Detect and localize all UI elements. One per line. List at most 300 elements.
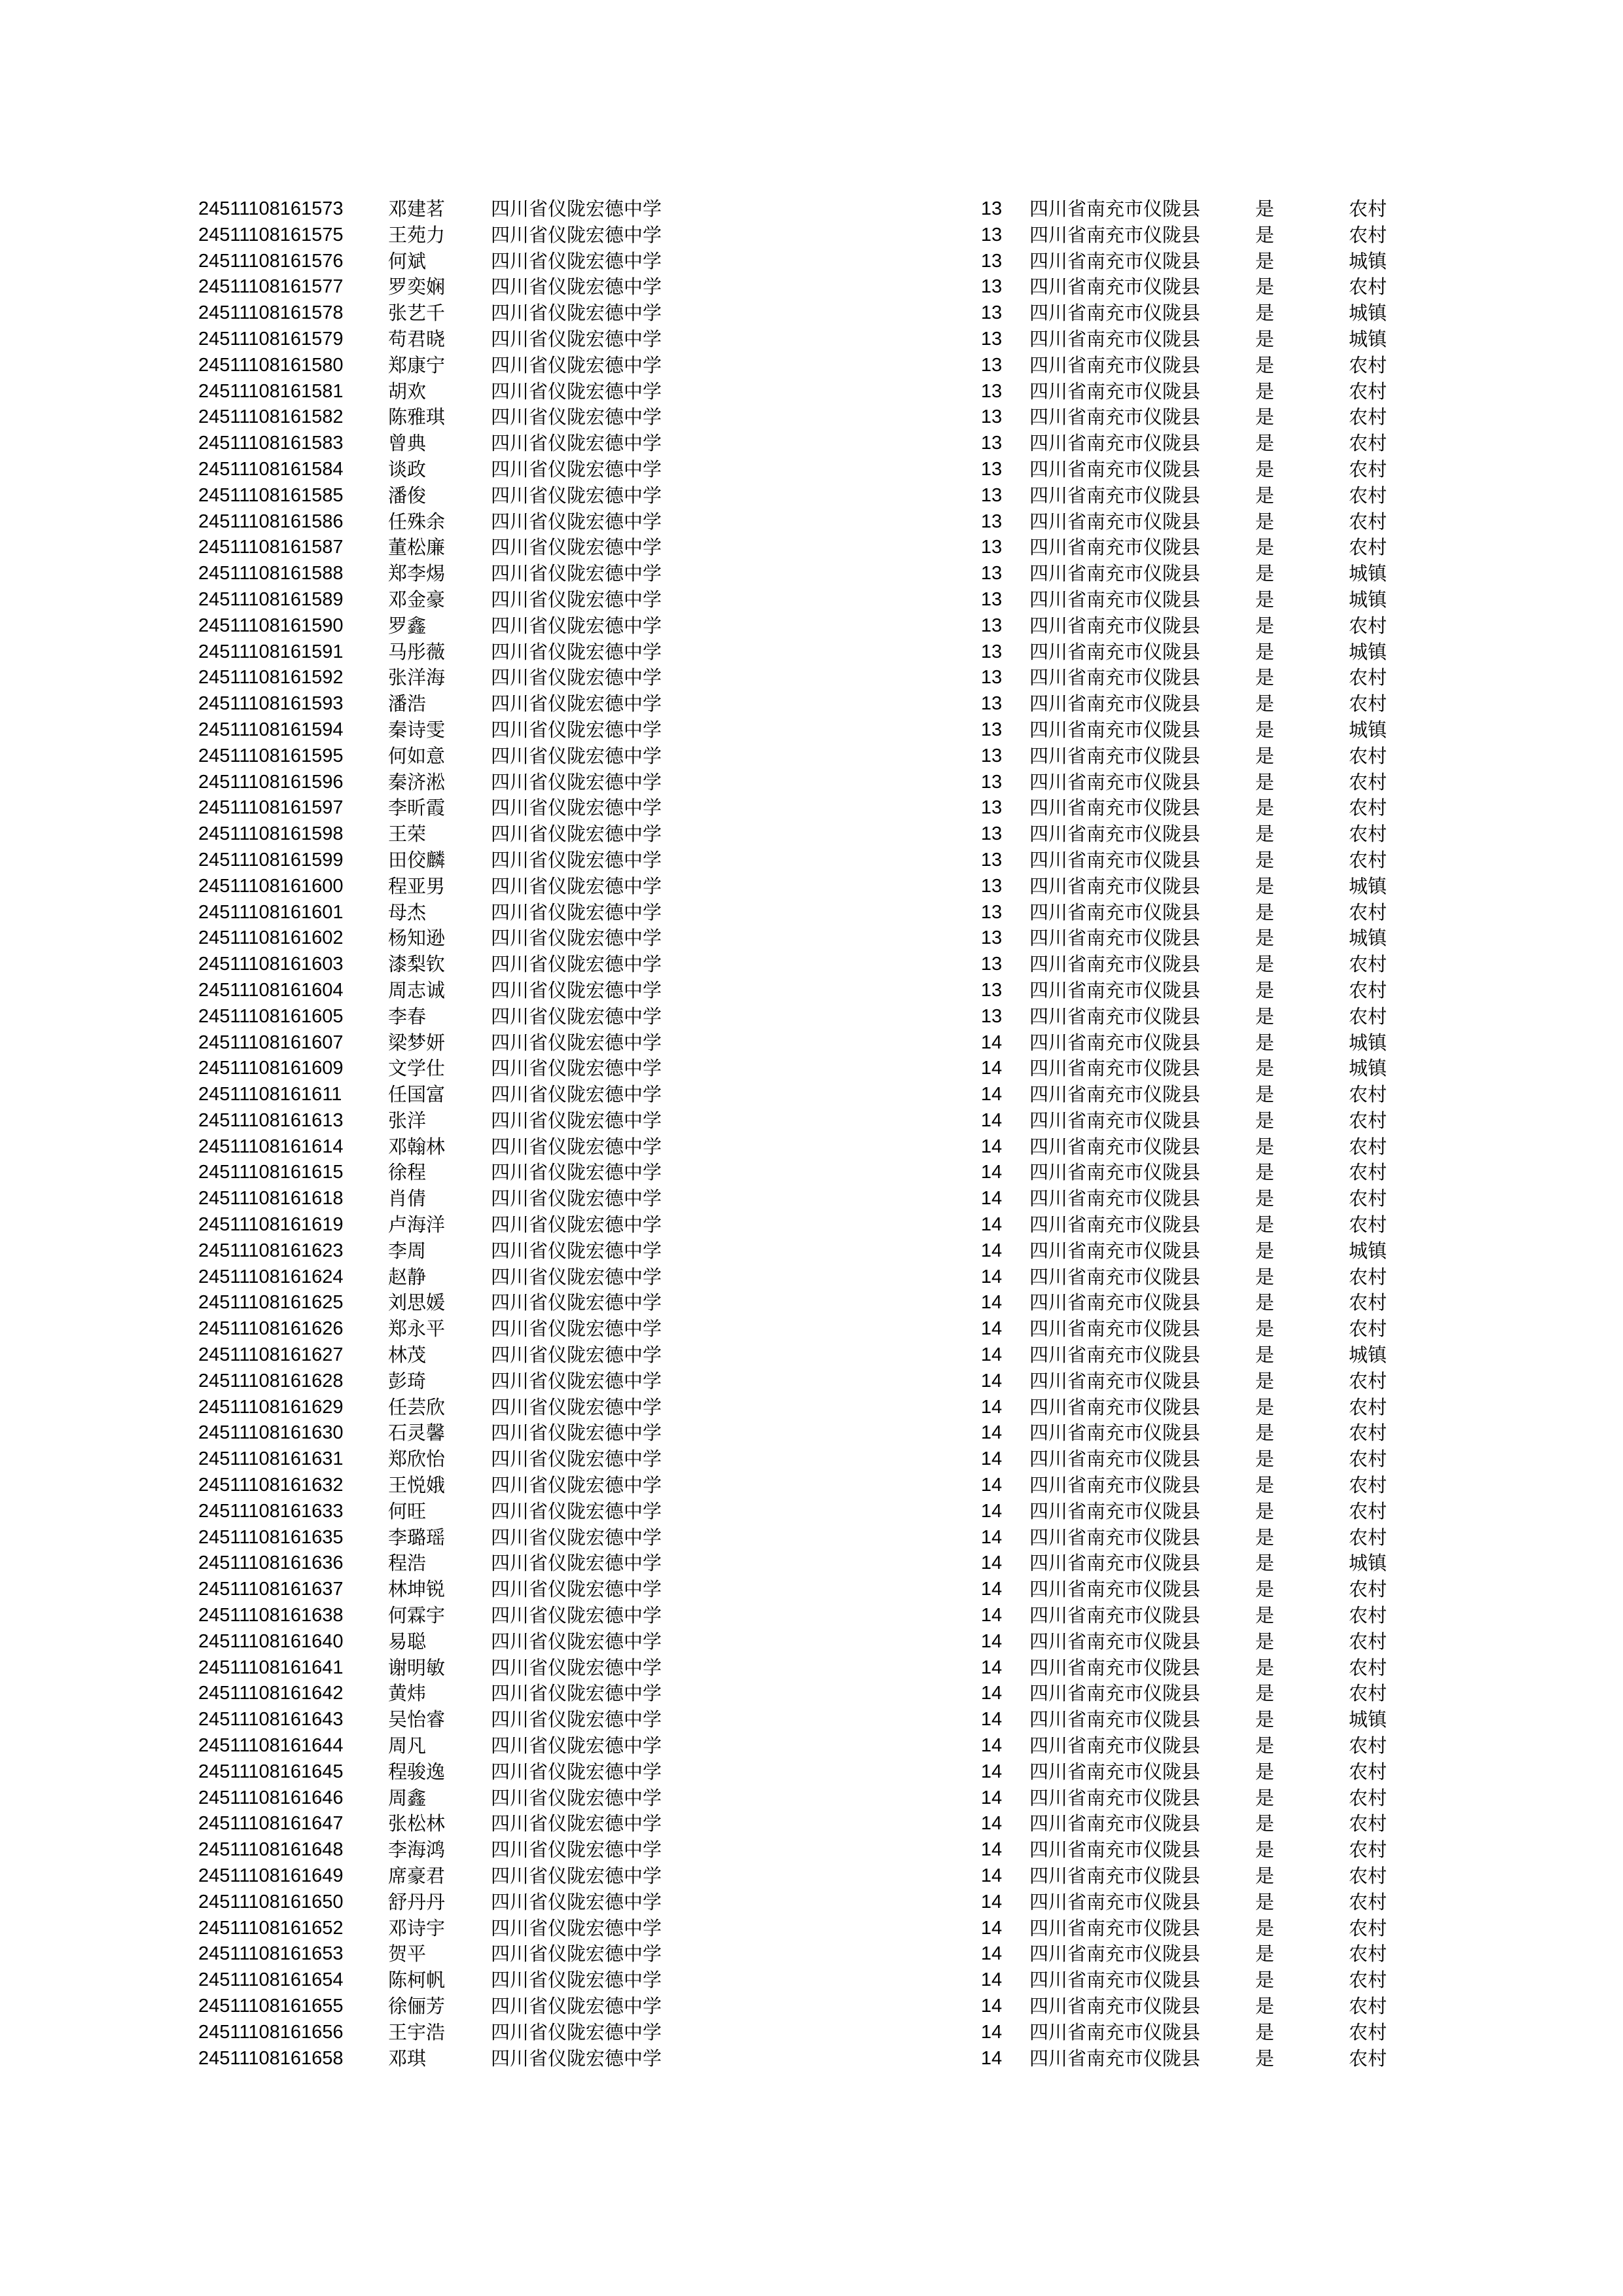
grade-value: 14 <box>980 1266 1003 1287</box>
residence-type: 城镇 <box>1349 640 1387 663</box>
student-id: 24511108161635 <box>198 1526 344 1548</box>
school-name: 四川省仪陇宏德中学 <box>491 770 662 793</box>
grade-value: 13 <box>980 484 1003 506</box>
student-name: 秦济淞 <box>388 770 446 793</box>
region-name: 四川省南充市仪陇县 <box>1029 1656 1201 1679</box>
region-name: 四川省南充市仪陇县 <box>1029 484 1201 507</box>
student-name: 王苑力 <box>388 223 446 246</box>
eligibility-flag: 是 <box>1255 718 1275 741</box>
region-name: 四川省南充市仪陇县 <box>1029 1890 1201 1913</box>
region-name: 四川省南充市仪陇县 <box>1029 1135 1201 1158</box>
residence-type: 城镇 <box>1349 302 1387 325</box>
eligibility-flag: 是 <box>1255 536 1275 559</box>
school-name: 四川省仪陇宏德中学 <box>491 1291 662 1314</box>
residence-type: 农村 <box>1349 1890 1387 1913</box>
grade-value: 14 <box>980 1084 1003 1105</box>
school-name: 四川省仪陇宏德中学 <box>491 2020 662 2043</box>
school-name: 四川省仪陇宏德中学 <box>491 327 662 350</box>
student-id: 24511108161624 <box>198 1266 344 1287</box>
student-id: 24511108161589 <box>198 588 344 610</box>
school-name: 四川省仪陇宏德中学 <box>491 1083 662 1106</box>
grade-value: 14 <box>980 1891 1003 1912</box>
table-row <box>198 848 1442 874</box>
student-name: 程骏逸 <box>388 1760 446 1783</box>
grade-value: 14 <box>980 1552 1003 1574</box>
grade-value: 14 <box>980 1318 1003 1340</box>
school-name: 四川省仪陇宏德中学 <box>491 1708 662 1731</box>
student-name: 周凡 <box>388 1734 427 1757</box>
region-name: 四川省南充市仪陇县 <box>1029 823 1201 846</box>
eligibility-flag: 是 <box>1255 797 1275 819</box>
table-row <box>198 717 1442 744</box>
region-name: 四川省南充市仪陇县 <box>1029 1734 1201 1757</box>
table-row <box>198 1759 1442 1785</box>
student-id: 24511108161619 <box>198 1214 344 1236</box>
grade-value: 14 <box>980 2047 1003 2069</box>
eligibility-flag: 是 <box>1255 276 1275 298</box>
residence-type: 农村 <box>1349 953 1387 976</box>
eligibility-flag: 是 <box>1255 1239 1275 1262</box>
table-row <box>198 223 1442 249</box>
residence-type: 农村 <box>1349 901 1387 924</box>
school-name: 四川省仪陇宏德中学 <box>491 744 662 767</box>
school-name: 四川省仪陇宏德中学 <box>491 1994 662 2017</box>
student-id: 24511108161596 <box>198 771 344 793</box>
student-id: 24511108161600 <box>198 875 344 897</box>
eligibility-flag: 是 <box>1255 1786 1275 1809</box>
grade-value: 13 <box>980 224 1003 245</box>
grade-value: 14 <box>980 1500 1003 1522</box>
residence-type: 农村 <box>1349 1682 1387 1705</box>
grade-value: 14 <box>980 1709 1003 1731</box>
residence-type: 农村 <box>1349 614 1387 637</box>
student-id: 24511108161605 <box>198 1005 344 1027</box>
student-id: 24511108161591 <box>198 641 344 662</box>
school-name: 四川省仪陇宏德中学 <box>491 1578 662 1601</box>
eligibility-flag: 是 <box>1255 327 1275 350</box>
school-name: 四川省仪陇宏德中学 <box>491 1448 662 1471</box>
residence-type: 农村 <box>1349 1526 1387 1549</box>
grade-value: 13 <box>980 615 1003 636</box>
school-name: 四川省仪陇宏德中学 <box>491 484 662 507</box>
school-name: 四川省仪陇宏德中学 <box>491 1943 662 1965</box>
grade-value: 13 <box>980 979 1003 1001</box>
table-row <box>198 2020 1442 2046</box>
school-name: 四川省仪陇宏德中学 <box>491 1109 662 1132</box>
table-row <box>198 2046 1442 2072</box>
residence-type: 农村 <box>1349 2047 1387 2070</box>
eligibility-flag: 是 <box>1255 1395 1275 1418</box>
student-id: 24511108161598 <box>198 823 344 845</box>
table-row <box>198 327 1442 353</box>
grade-value: 13 <box>980 458 1003 480</box>
region-name: 四川省南充市仪陇县 <box>1029 1865 1201 1887</box>
eligibility-flag: 是 <box>1255 223 1275 246</box>
student-id: 24511108161648 <box>198 1839 344 1861</box>
student-name: 程浩 <box>388 1552 427 1575</box>
table-row <box>198 509 1442 535</box>
student-id: 24511108161644 <box>198 1735 344 1757</box>
school-name: 四川省仪陇宏德中学 <box>491 1005 662 1028</box>
student-name: 林茂 <box>388 1344 427 1367</box>
school-name: 四川省仪陇宏德中学 <box>491 901 662 924</box>
grade-value: 13 <box>980 406 1003 428</box>
table-row <box>198 795 1442 821</box>
school-name: 四川省仪陇宏德中学 <box>491 1318 662 1340</box>
student-name: 任国富 <box>388 1083 446 1106</box>
table-row <box>198 874 1442 900</box>
student-name: 秦诗雯 <box>388 718 446 741</box>
eligibility-flag: 是 <box>1255 1630 1275 1653</box>
region-name: 四川省南充市仪陇县 <box>1029 1474 1201 1497</box>
grade-value: 13 <box>980 954 1003 975</box>
grade-value: 14 <box>980 1995 1003 2017</box>
table-row <box>198 1446 1442 1473</box>
student-name: 周志诚 <box>388 978 446 1001</box>
grade-value: 14 <box>980 1526 1003 1548</box>
table-row <box>198 431 1442 457</box>
school-name: 四川省仪陇宏德中学 <box>491 1344 662 1367</box>
table-row <box>198 1369 1442 1395</box>
table-row <box>198 249 1442 275</box>
table-row <box>198 1030 1442 1056</box>
student-id: 24511108161650 <box>198 1891 344 1912</box>
student-id: 24511108161641 <box>198 1657 344 1678</box>
residence-type: 农村 <box>1349 1630 1387 1653</box>
table-row <box>198 952 1442 978</box>
school-name: 四川省仪陇宏德中学 <box>491 640 662 663</box>
student-name: 张洋海 <box>388 666 446 689</box>
grade-value: 13 <box>980 302 1003 324</box>
table-row <box>198 1056 1442 1082</box>
student-name: 谢明敏 <box>388 1656 446 1679</box>
table-row <box>198 925 1442 952</box>
student-id: 24511108161579 <box>198 328 344 350</box>
student-id: 24511108161585 <box>198 484 344 506</box>
eligibility-flag: 是 <box>1255 614 1275 637</box>
eligibility-flag: 是 <box>1255 770 1275 793</box>
grade-value: 14 <box>980 1969 1003 1991</box>
table-row <box>198 1551 1442 1577</box>
eligibility-flag: 是 <box>1255 953 1275 976</box>
region-name: 四川省南充市仪陇县 <box>1029 2020 1201 2043</box>
eligibility-flag: 是 <box>1255 1213 1275 1236</box>
table-row <box>198 1785 1442 1812</box>
region-name: 四川省南充市仪陇县 <box>1029 562 1201 585</box>
student-name: 林坤锐 <box>388 1578 446 1601</box>
residence-type: 城镇 <box>1349 588 1387 611</box>
student-name: 邓琪 <box>388 2047 427 2070</box>
table-row <box>198 274 1442 300</box>
student-name: 徐俪芳 <box>388 1994 446 2017</box>
school-name: 四川省仪陇宏德中学 <box>491 432 662 455</box>
grade-value: 13 <box>980 537 1003 558</box>
school-name: 四川省仪陇宏德中学 <box>491 718 662 741</box>
school-name: 四川省仪陇宏德中学 <box>491 1474 662 1497</box>
eligibility-flag: 是 <box>1255 562 1275 585</box>
student-name: 邓建茗 <box>388 198 446 220</box>
school-name: 四川省仪陇宏德中学 <box>491 1839 662 1861</box>
student-id: 24511108161640 <box>198 1630 344 1652</box>
grade-value: 14 <box>980 1422 1003 1444</box>
student-name: 邓翰林 <box>388 1135 446 1158</box>
school-name: 四川省仪陇宏德中学 <box>491 1786 662 1809</box>
school-name: 四川省仪陇宏德中学 <box>491 1760 662 1783</box>
table-row <box>198 1395 1442 1421</box>
student-id: 24511108161599 <box>198 849 344 870</box>
student-id: 24511108161623 <box>198 1240 344 1261</box>
region-name: 四川省南充市仪陇县 <box>1029 640 1201 663</box>
region-name: 四川省南充市仪陇县 <box>1029 666 1201 689</box>
region-name: 四川省南充市仪陇县 <box>1029 770 1201 793</box>
student-table <box>198 196 1442 2072</box>
eligibility-flag: 是 <box>1255 1682 1275 1705</box>
student-name: 李海鸿 <box>388 1839 446 1861</box>
student-id: 24511108161607 <box>198 1031 344 1053</box>
student-name: 郑李焬 <box>388 562 446 585</box>
grade-value: 14 <box>980 1475 1003 1496</box>
eligibility-flag: 是 <box>1255 692 1275 715</box>
residence-type: 农村 <box>1349 276 1387 298</box>
grade-value: 13 <box>980 901 1003 923</box>
student-name: 贺平 <box>388 1943 427 1965</box>
student-name: 李璐瑶 <box>388 1526 446 1549</box>
student-name: 李春 <box>388 1005 427 1028</box>
eligibility-flag: 是 <box>1255 1005 1275 1028</box>
eligibility-flag: 是 <box>1255 1265 1275 1288</box>
grade-value: 13 <box>980 563 1003 584</box>
school-name: 四川省仪陇宏德中学 <box>491 1135 662 1158</box>
student-id: 24511108161649 <box>198 1865 344 1886</box>
eligibility-flag: 是 <box>1255 406 1275 429</box>
student-id: 24511108161583 <box>198 433 344 454</box>
eligibility-flag: 是 <box>1255 978 1275 1001</box>
residence-type: 农村 <box>1349 1422 1387 1444</box>
school-name: 四川省仪陇宏德中学 <box>491 1916 662 1939</box>
residence-type: 农村 <box>1349 823 1387 846</box>
school-name: 四川省仪陇宏德中学 <box>491 1369 662 1392</box>
school-name: 四川省仪陇宏德中学 <box>491 380 662 403</box>
residence-type: 城镇 <box>1349 1239 1387 1262</box>
student-name: 罗奕娴 <box>388 276 446 298</box>
residence-type: 农村 <box>1349 484 1387 507</box>
residence-type: 农村 <box>1349 1135 1387 1158</box>
grade-value: 14 <box>980 1448 1003 1470</box>
region-name: 四川省南充市仪陇县 <box>1029 1395 1201 1418</box>
student-name: 任芸欣 <box>388 1395 446 1418</box>
student-name: 苟君晓 <box>388 327 446 350</box>
region-name: 四川省南充市仪陇县 <box>1029 223 1201 246</box>
student-id: 24511108161578 <box>198 302 344 324</box>
eligibility-flag: 是 <box>1255 1422 1275 1444</box>
grade-value: 14 <box>980 1630 1003 1652</box>
eligibility-flag: 是 <box>1255 1916 1275 1939</box>
grade-value: 14 <box>980 1292 1003 1314</box>
table-row <box>198 404 1442 431</box>
grade-value: 14 <box>980 1162 1003 1183</box>
student-name: 邓金豪 <box>388 588 446 611</box>
table-row <box>198 744 1442 770</box>
region-name: 四川省南充市仪陇县 <box>1029 1526 1201 1549</box>
region-name: 四川省南充市仪陇县 <box>1029 432 1201 455</box>
eligibility-flag: 是 <box>1255 1135 1275 1158</box>
student-id: 24511108161601 <box>198 901 344 923</box>
region-name: 四川省南充市仪陇县 <box>1029 1448 1201 1471</box>
table-row <box>198 1863 1442 1890</box>
student-id: 24511108161613 <box>198 1109 344 1131</box>
student-id: 24511108161627 <box>198 1344 344 1366</box>
student-name: 马彤薇 <box>388 640 446 663</box>
grade-value: 13 <box>980 433 1003 454</box>
student-name: 郑永平 <box>388 1318 446 1340</box>
eligibility-flag: 是 <box>1255 1734 1275 1757</box>
region-name: 四川省南充市仪陇县 <box>1029 1760 1201 1783</box>
grade-value: 13 <box>980 875 1003 897</box>
table-row <box>198 1473 1442 1499</box>
student-id: 24511108161631 <box>198 1448 344 1470</box>
student-id: 24511108161633 <box>198 1500 344 1522</box>
eligibility-flag: 是 <box>1255 353 1275 376</box>
student-id: 24511108161580 <box>198 354 344 376</box>
school-name: 四川省仪陇宏德中学 <box>491 1265 662 1288</box>
student-id: 24511108161658 <box>198 2047 344 2069</box>
grade-value: 14 <box>980 1657 1003 1678</box>
eligibility-flag: 是 <box>1255 901 1275 924</box>
grade-value: 13 <box>980 276 1003 298</box>
grade-value: 14 <box>980 1136 1003 1157</box>
table-row <box>198 900 1442 926</box>
student-name: 郑康宁 <box>388 353 446 376</box>
student-name: 罗鑫 <box>388 614 427 637</box>
region-name: 四川省南充市仪陇县 <box>1029 718 1201 741</box>
student-id: 24511108161592 <box>198 667 344 689</box>
student-id: 24511108161576 <box>198 250 344 272</box>
residence-type: 农村 <box>1349 1969 1387 1992</box>
table-row <box>198 196 1442 223</box>
table-row <box>198 1525 1442 1551</box>
region-name: 四川省南充市仪陇县 <box>1029 327 1201 350</box>
school-name: 四川省仪陇宏德中学 <box>491 562 662 585</box>
region-name: 四川省南充市仪陇县 <box>1029 1213 1201 1236</box>
student-name: 徐程 <box>388 1161 427 1184</box>
eligibility-flag: 是 <box>1255 249 1275 272</box>
student-name: 肖倩 <box>388 1187 427 1210</box>
student-id: 24511108161590 <box>198 615 344 636</box>
residence-type: 城镇 <box>1349 1552 1387 1575</box>
table-row <box>198 379 1442 405</box>
school-name: 四川省仪陇宏德中学 <box>491 1395 662 1418</box>
table-row <box>198 587 1442 613</box>
table-row <box>198 1707 1442 1733</box>
student-name: 何如意 <box>388 744 446 767</box>
table-row <box>198 1629 1442 1655</box>
school-name: 四川省仪陇宏德中学 <box>491 1161 662 1184</box>
grade-value: 14 <box>980 1058 1003 1079</box>
region-name: 四川省南充市仪陇县 <box>1029 901 1201 924</box>
student-name: 曾典 <box>388 432 427 455</box>
student-id: 24511108161603 <box>198 954 344 975</box>
grade-value: 13 <box>980 328 1003 350</box>
table-row <box>198 1811 1442 1837</box>
school-name: 四川省仪陇宏德中学 <box>491 223 662 246</box>
student-name: 张艺千 <box>388 302 446 325</box>
student-id: 24511108161638 <box>198 1605 344 1626</box>
school-name: 四川省仪陇宏德中学 <box>491 1734 662 1757</box>
school-name: 四川省仪陇宏德中学 <box>491 614 662 637</box>
school-name: 四川省仪陇宏德中学 <box>491 1969 662 1992</box>
grade-value: 14 <box>980 1839 1003 1861</box>
table-row <box>198 1681 1442 1707</box>
eligibility-flag: 是 <box>1255 1031 1275 1054</box>
student-id: 24511108161647 <box>198 1813 344 1835</box>
school-name: 四川省仪陇宏德中学 <box>491 1656 662 1679</box>
table-row <box>198 1004 1442 1030</box>
region-name: 四川省南充市仪陇县 <box>1029 614 1201 637</box>
residence-type: 农村 <box>1349 1499 1387 1522</box>
school-name: 四川省仪陇宏德中学 <box>491 353 662 376</box>
student-name: 谈政 <box>388 457 427 480</box>
table-row <box>198 1916 1442 1942</box>
table-row <box>198 1290 1442 1316</box>
school-name: 四川省仪陇宏德中学 <box>491 457 662 480</box>
student-id: 24511108161629 <box>198 1396 344 1418</box>
eligibility-flag: 是 <box>1255 1865 1275 1887</box>
residence-type: 农村 <box>1349 978 1387 1001</box>
grade-value: 13 <box>980 927 1003 949</box>
grade-value: 13 <box>980 823 1003 845</box>
eligibility-flag: 是 <box>1255 1943 1275 1965</box>
residence-type: 农村 <box>1349 1812 1387 1835</box>
school-name: 四川省仪陇宏德中学 <box>491 1552 662 1575</box>
grade-value: 14 <box>980 1214 1003 1236</box>
student-id: 24511108161645 <box>198 1761 344 1782</box>
student-name: 陈雅琪 <box>388 406 446 429</box>
table-row <box>198 457 1442 483</box>
school-name: 四川省仪陇宏德中学 <box>491 1057 662 1080</box>
student-id: 24511108161643 <box>198 1709 344 1731</box>
school-name: 四川省仪陇宏德中学 <box>491 927 662 950</box>
eligibility-flag: 是 <box>1255 1161 1275 1184</box>
residence-type: 城镇 <box>1349 927 1387 950</box>
student-id: 24511108161646 <box>198 1787 344 1808</box>
table-row <box>198 535 1442 561</box>
student-id: 24511108161654 <box>198 1969 344 1991</box>
school-name: 四川省仪陇宏德中学 <box>491 536 662 559</box>
school-name: 四川省仪陇宏德中学 <box>491 1682 662 1705</box>
region-name: 四川省南充市仪陇县 <box>1029 1812 1201 1835</box>
region-name: 四川省南充市仪陇县 <box>1029 1057 1201 1080</box>
student-name: 郑欣怡 <box>388 1448 446 1471</box>
student-id: 24511108161586 <box>198 511 344 532</box>
school-name: 四川省仪陇宏德中学 <box>491 848 662 871</box>
grade-value: 13 <box>980 797 1003 819</box>
residence-type: 农村 <box>1349 1213 1387 1236</box>
student-name: 吴怡睿 <box>388 1708 446 1731</box>
region-name: 四川省南充市仪陇县 <box>1029 1969 1201 1992</box>
residence-type: 农村 <box>1349 1395 1387 1418</box>
school-name: 四川省仪陇宏德中学 <box>491 823 662 846</box>
grade-value: 14 <box>980 1031 1003 1053</box>
table-row <box>198 300 1442 327</box>
school-name: 四川省仪陇宏德中学 <box>491 302 662 325</box>
table-row <box>198 1499 1442 1525</box>
table-row <box>198 1603 1442 1629</box>
student-name: 王宇浩 <box>388 2020 446 2043</box>
student-id: 24511108161626 <box>198 1318 344 1340</box>
grade-value: 13 <box>980 380 1003 402</box>
eligibility-flag: 是 <box>1255 2020 1275 2043</box>
residence-type: 城镇 <box>1349 1708 1387 1731</box>
